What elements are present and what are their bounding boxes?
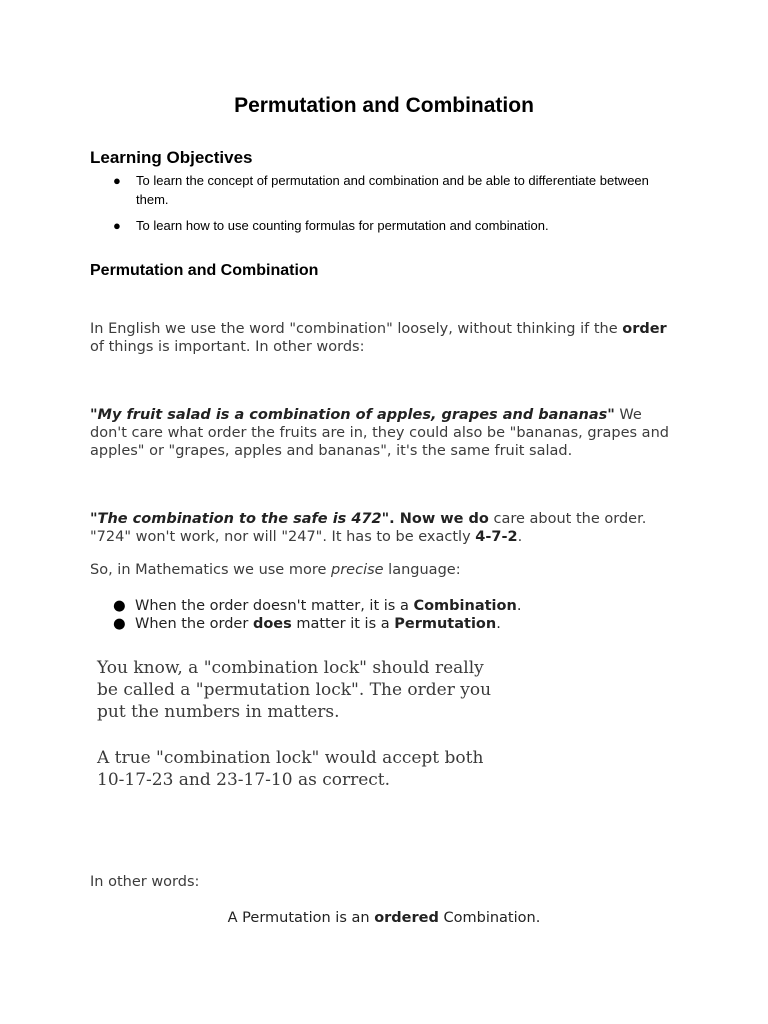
bullet-icon: ● [113,616,126,632]
precise-language-paragraph: So, in Mathematics we use more precise language: [90,562,461,578]
objective-text: To learn the concept of permutation and combination and be able to differentiate between them. [136,173,649,207]
bullet-icon: ● [113,598,126,614]
list-item: ● When the order does matter it is a Permutation. [113,616,501,632]
objective-text: To learn how to use counting formulas for permutation and combination. [136,218,549,233]
objectives-list [113,171,673,235]
page-title: Permutation and Combination [234,94,534,117]
bullet-icon: ● [113,173,121,188]
true-lock-paragraph: A true "combination lock" would accept both 10-17-23 and 23-17-10 as correct. [97,748,484,790]
conclusion-line: A Permutation is an ordered Combination. [227,910,541,926]
fruit-salad-paragraph: "My fruit salad is a combination of apples, grapes and bananas" We don't care what order the fruits are in, they could also be "bananas, grapes and apples" or "grapes, apples and bananas", it's the same fruit salad. [90,407,669,459]
section-heading: Permutation and Combination [90,262,319,279]
lock-note-paragraph: You know, a "combination lock" should really be called a "permutation lock". The order you put the numbers in matters. [97,658,492,722]
rules-list [113,597,521,633]
list-item [113,171,673,209]
list-item [113,216,673,235]
safe-paragraph: "The combination to the safe is 472". Now we do care about the order. "724" won't work, nor will "247". It has to be exactly 4-7-2. [90,511,647,545]
other-words-line: In other words: [90,874,200,890]
learning-objectives-heading: Learning Objectives [90,148,253,167]
intro-paragraph: In English we use the word "combination" loosely, without thinking if the order of things is important. In other words: [90,321,667,355]
bullet-icon: ● [113,218,121,233]
list-item: ● When the order doesn't matter, it is a Combination. [113,598,522,614]
